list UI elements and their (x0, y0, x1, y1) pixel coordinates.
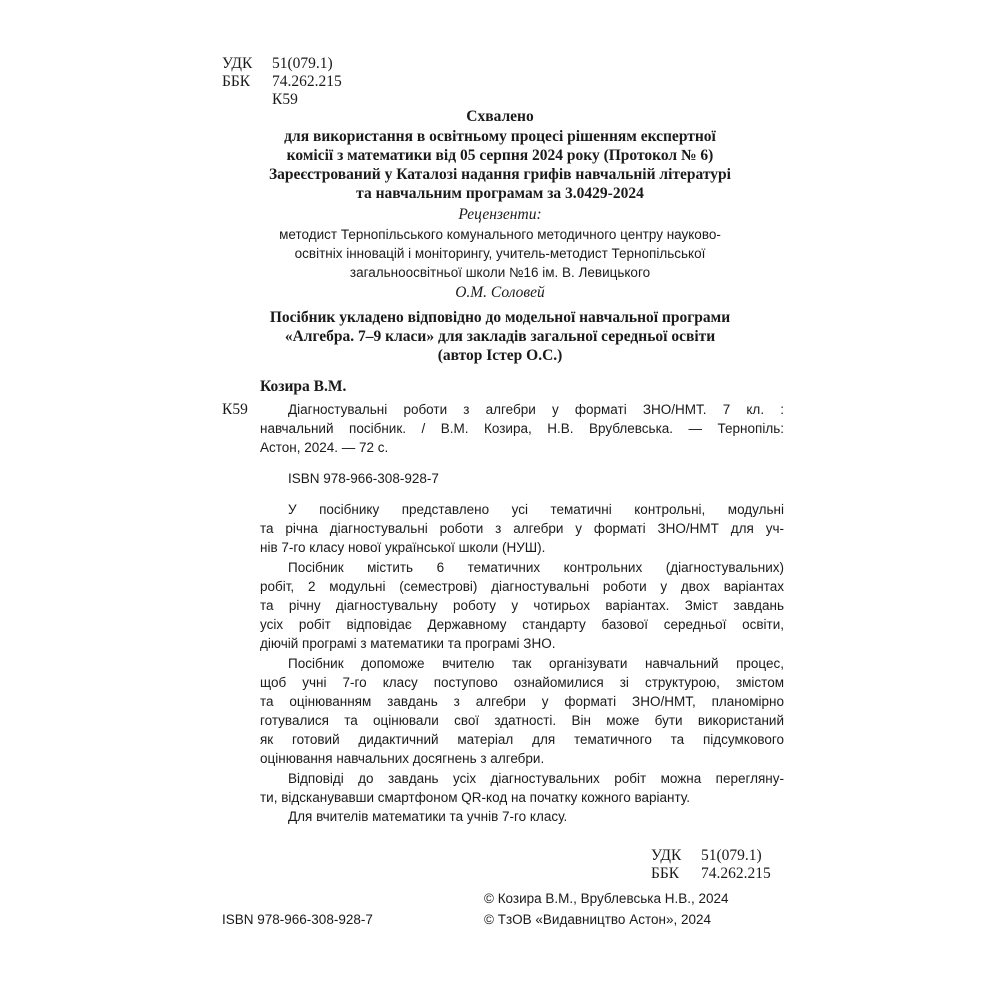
annotation-line: нів 7-го класу нової української школи (НУШ). (260, 540, 546, 555)
annotation-line: та річна діагностувальні роботи з алгебри у форматі ЗНО/НМТ для уч- (260, 521, 784, 536)
annotation-line: У посібнику представлено усі тематичні контрольні, модульні (288, 502, 784, 517)
top-classification-codes (222, 55, 342, 109)
bbk-value: 74.262.215 (272, 73, 342, 90)
approval-line: та навчальним програмам за 3.0429-2024 (356, 185, 644, 202)
udk-value: 51(079.1) (272, 55, 333, 72)
reviewer-line: методист Тернопільського комунального методичного центру науково- (279, 227, 721, 242)
approval-title: Схвалено (466, 108, 534, 125)
annotation-line: усіх робіт відповідає Державному стандарту базової середньої освіти, (260, 617, 784, 632)
bbk-label: ББК (651, 865, 680, 882)
footer-isbn: ISBN 978-966-308-928-7 (222, 912, 373, 927)
bibliography-line: навчальний посібник. / В.М. Козира, Н.В. Врублевська. — Тернопіль: (260, 421, 784, 436)
bibliography-line: Діагностувальні роботи з алгебри у форматі ЗНО/НМТ. 7 кл. : (288, 402, 784, 417)
annotation-line: Посібник містить 6 тематичних контрольних (діагностувальних) (288, 560, 784, 575)
annotation-line: оцінювання навчальних досягнень з алгебри. (260, 751, 545, 766)
bibliography-isbn: ISBN 978-966-308-928-7 (288, 471, 439, 486)
program-note-line: «Алгебра. 7–9 класи» для закладів загальної середньої освіти (284, 328, 716, 345)
approval-line: для використання в освітньому процесі рішенням експертної (284, 128, 716, 145)
annotation-line: Для вчителів математики та учнів 7-го класу. (288, 809, 568, 824)
copyright-authors: © Козира В.М., Врублевська Н.В., 2024 (484, 891, 729, 906)
reviewers-heading: Рецензенти: (458, 206, 542, 223)
program-note-line: Посібник укладено відповідно до модельної навчальної програми (269, 309, 731, 326)
annotation-line: Відповіді до завдань усіх діагностувальних робіт можна переглянy- (288, 771, 784, 786)
bottom-classification-codes (651, 847, 771, 883)
annotation-line: як готовий дидактичний матеріал для тематичного та підсумкового (260, 732, 784, 747)
program-note-line: (автор Істер О.С.) (437, 347, 563, 364)
bibliography-line: Астон, 2024. — 72 с. (260, 440, 389, 455)
approval-line: Зареєстрований у Каталозі надання грифів навчальній літературі (269, 166, 731, 183)
author-mark: К59 (272, 91, 298, 108)
reviewer-line: загальноосвітньої школи №16 ім. В. Левицького (349, 265, 651, 280)
bbk-label: ББК (222, 73, 251, 90)
reviewer-line: освітніх інновацій і моніторингу, учитель-методист Тернопільської (294, 246, 706, 261)
annotation-line: готувалися та оцінювали свої здатності. Він може бути використаний (260, 713, 784, 728)
udk-label: УДК (222, 55, 253, 72)
annotation-line: робіт, 2 модульні (семестрові) діагностувальні роботи у двох варіантах (260, 579, 784, 594)
annotation-line: діючій програмі з математики та програмі ЗНО. (260, 636, 556, 651)
bbk-value: 74.262.215 (701, 865, 771, 882)
annotation-line: Посібник допоможе вчителю так організувати навчальний процес, (288, 656, 784, 671)
annotation-line: та річну діагностувальну роботу у чотирьох варіантах. Зміст завдань (260, 598, 784, 613)
copyright-publisher: © ТзОВ «Видавництво Астон», 2024 (484, 912, 711, 927)
annotation-line: ти, відсканувавши смартфоном QR-код на початку кожного варіанту. (260, 790, 690, 805)
bibliography-mark: К59 (222, 401, 248, 418)
udk-value: 51(079.1) (701, 847, 762, 864)
reviewer-name: О.М. Соловей (455, 284, 545, 301)
annotation-line: щоб учні 7-го класу поступово ознайомилися зі структурою, змістом (260, 675, 784, 690)
bibliography-author: Козира В.М. (260, 378, 347, 395)
annotation-line: та оцінюванням завдань з алгебри у форматі ЗНО/НМТ, планомірно (260, 694, 784, 709)
approval-line: комісії з математики від 05 серпня 2024 року (Протокол № 6) (286, 147, 714, 164)
udk-label: УДК (651, 847, 682, 864)
